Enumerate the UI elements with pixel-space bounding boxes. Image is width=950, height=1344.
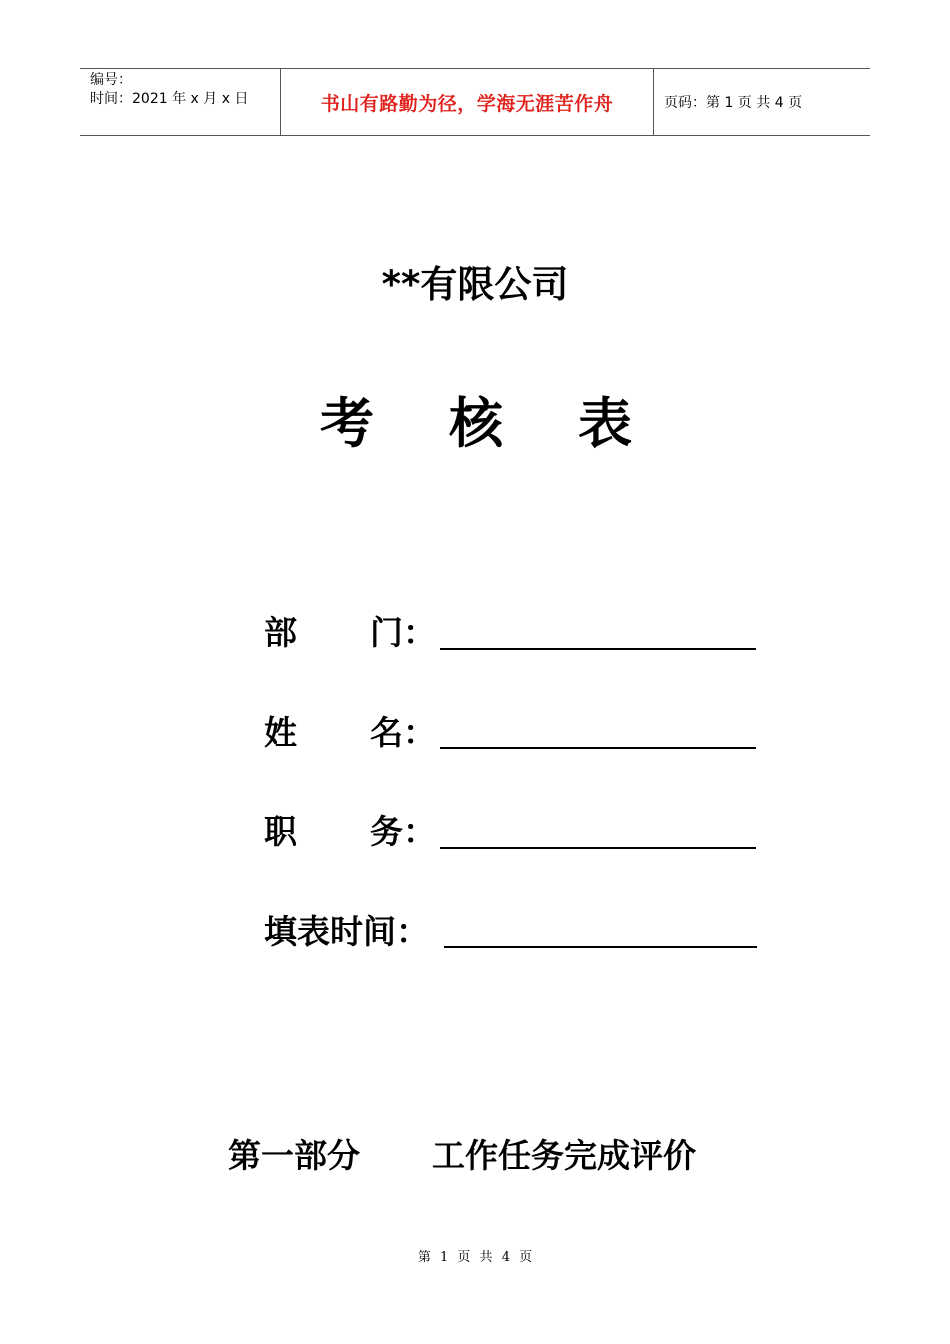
header-meta [80,69,281,135]
position-label-char-2: 务： [370,812,436,851]
name-input-line[interactable] [440,747,756,749]
header-page-info: 页码：第 1 页 共 4 页 [664,95,803,111]
page-header [80,68,870,136]
position-input-line[interactable] [440,847,756,849]
page-footer: 第 1 页 共 4 页 [417,1250,533,1265]
fill-time-input-line[interactable] [444,946,757,948]
section-title: 工作任务完成评价 [432,1136,696,1175]
company-name: **有限公司 [381,263,569,306]
document-time-label: 时间：2021 年 x 月 x 日 [90,91,249,107]
department-input-line[interactable] [440,648,756,650]
section-part-label: 第一部分 [228,1136,360,1175]
header-motto-cell [281,69,654,135]
department-label-char-2: 门： [370,613,436,652]
form-title-char-2: 核 [449,392,503,455]
form-title-char-3: 表 [578,392,632,455]
form-title-char-1: 考 [320,392,374,455]
name-label-char-2: 名： [370,713,436,752]
header-motto: 书山有路勤为径，学海无涯苦作舟 [320,92,614,115]
header-page-cell [654,69,870,135]
fill-time-label: 填表时间： [264,912,429,951]
department-label-char-1: 部 [264,613,297,652]
document-number-label: 编号： [90,72,132,88]
position-label-char-1: 职 [264,812,297,851]
name-label-char-1: 姓 [264,713,297,752]
